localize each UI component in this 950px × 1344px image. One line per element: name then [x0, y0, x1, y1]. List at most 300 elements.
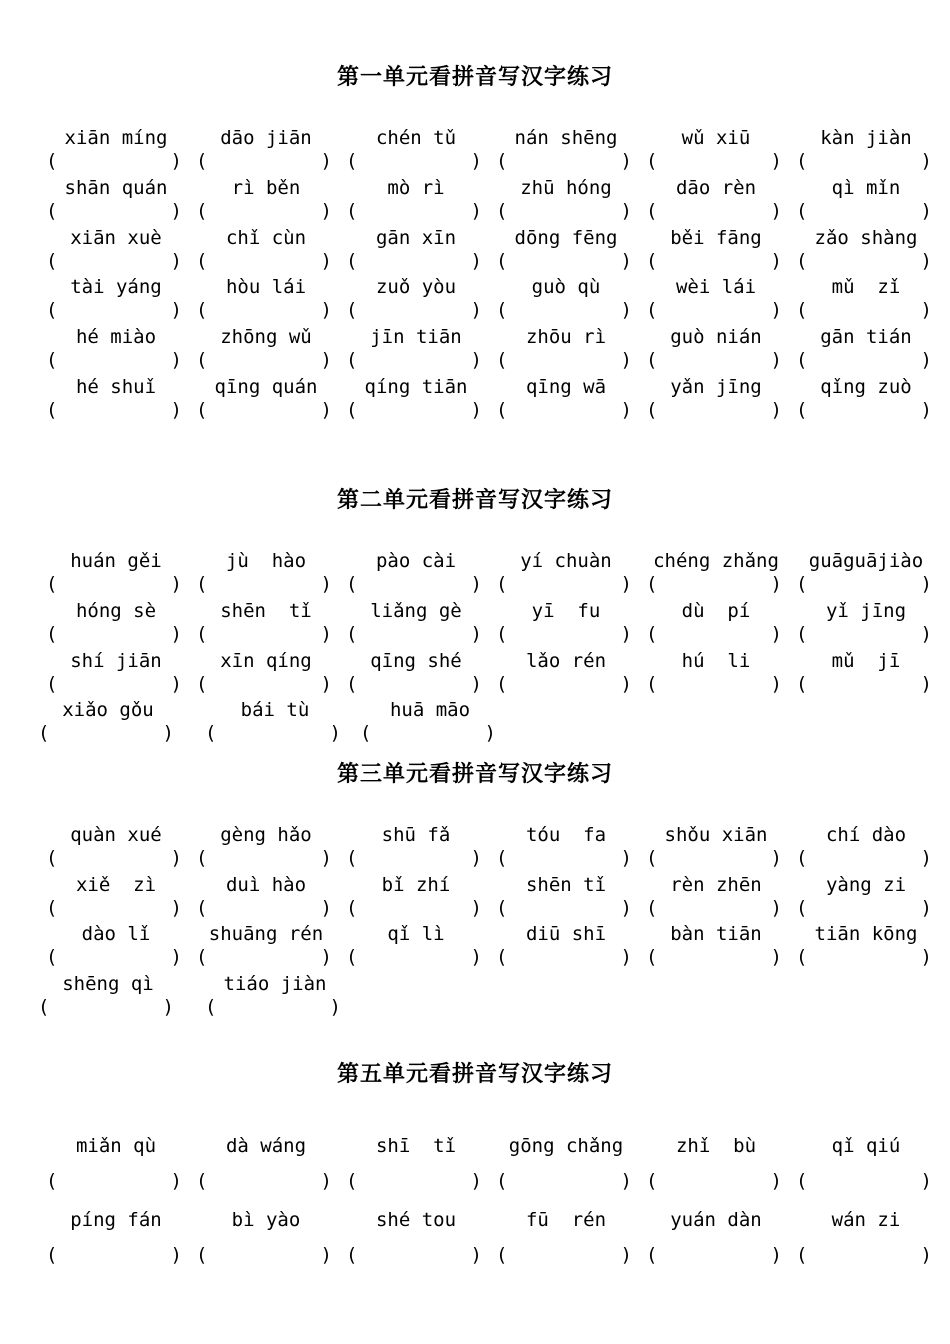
answer-box[interactable]	[496, 846, 632, 870]
open-bracket: (	[196, 622, 208, 645]
pinyin-item	[341, 922, 491, 972]
exercise-row	[0, 275, 950, 325]
open-bracket: (	[646, 299, 658, 322]
pinyin-item	[341, 1208, 491, 1266]
answer-box[interactable]	[205, 721, 341, 745]
pinyin-text: guò nián	[670, 326, 762, 349]
open-bracket: (	[646, 349, 658, 372]
open-bracket: (	[646, 1170, 658, 1192]
answer-box[interactable]	[196, 846, 332, 870]
pinyin-text: duì hào	[225, 873, 307, 896]
pinyin-text: shí jiān	[70, 649, 162, 672]
exercise-row	[0, 1134, 950, 1192]
pinyin-text: bì yào	[231, 1209, 301, 1231]
pinyin-text: rèn zhēn	[670, 873, 762, 896]
pinyin-text: tài yáng	[70, 276, 162, 299]
pinyin-item	[41, 873, 191, 923]
answer-box[interactable]	[346, 298, 482, 322]
open-bracket: (	[46, 199, 58, 222]
pinyin-item	[641, 649, 791, 699]
answer-box[interactable]	[38, 995, 174, 1019]
answer-box[interactable]	[46, 298, 182, 322]
answer-box[interactable]	[196, 249, 332, 273]
open-bracket: (	[646, 672, 658, 695]
close-bracket: )	[170, 299, 182, 322]
answer-box[interactable]	[196, 945, 332, 969]
pinyin-item	[791, 275, 941, 325]
close-bracket: )	[770, 672, 782, 695]
exercise-row	[0, 375, 950, 425]
pinyin-item	[791, 325, 941, 375]
pinyin-item	[41, 1134, 191, 1192]
pinyin-item	[33, 698, 183, 748]
close-bracket: )	[920, 622, 932, 645]
pinyin-item	[791, 1208, 941, 1266]
answer-box[interactable]	[646, 622, 782, 646]
pinyin-text: zhōu rì	[525, 326, 607, 349]
answer-box[interactable]	[796, 348, 932, 372]
close-bracket: )	[470, 573, 482, 595]
close-bracket: )	[170, 896, 182, 919]
open-bracket: (	[346, 150, 358, 172]
exercise-row	[0, 922, 950, 972]
open-bracket: (	[196, 150, 208, 172]
pinyin-text: diū shī	[525, 923, 607, 946]
close-bracket: )	[470, 847, 482, 869]
close-bracket: )	[320, 1244, 332, 1266]
answer-box[interactable]	[346, 945, 482, 969]
pinyin-item	[191, 873, 341, 923]
pinyin-item	[41, 126, 191, 176]
pinyin-item	[191, 176, 341, 226]
answer-box[interactable]	[496, 249, 632, 273]
pinyin-text: shuāng rén	[208, 923, 324, 946]
pinyin-item	[191, 126, 341, 176]
close-bracket: )	[170, 573, 182, 595]
pinyin-text: yàng zi	[825, 873, 907, 896]
answer-box[interactable]	[346, 249, 482, 273]
pinyin-item	[41, 375, 191, 425]
pinyin-text: zǎo shàng	[814, 226, 918, 249]
close-bracket: )	[170, 672, 182, 695]
answer-box[interactable]	[346, 199, 482, 223]
open-bracket: (	[38, 995, 50, 1018]
close-bracket: )	[170, 847, 182, 869]
answer-box[interactable]	[796, 572, 932, 596]
answer-box[interactable]	[496, 572, 632, 596]
pinyin-text: shǒu xiān	[664, 824, 768, 846]
open-bracket: (	[346, 399, 358, 421]
close-bracket: )	[320, 946, 332, 969]
answer-box[interactable]	[46, 622, 182, 646]
close-bracket: )	[320, 847, 332, 869]
answer-box[interactable]	[496, 298, 632, 322]
answer-box[interactable]	[346, 398, 482, 422]
close-bracket: )	[920, 847, 932, 869]
answer-box[interactable]	[646, 672, 782, 696]
pinyin-item	[791, 226, 941, 276]
pinyin-item	[41, 1208, 191, 1266]
pinyin-item	[191, 549, 341, 599]
pinyin-item	[355, 698, 505, 748]
close-bracket: )	[770, 622, 782, 645]
pinyin-text: fū rén	[525, 1209, 607, 1231]
pinyin-item	[791, 922, 941, 972]
answer-box[interactable]	[796, 846, 932, 870]
pinyin-item	[791, 176, 941, 226]
exercise-row	[0, 972, 950, 1022]
close-bracket: )	[320, 199, 332, 222]
pinyin-text: chén tǔ	[375, 127, 457, 149]
open-bracket: (	[46, 150, 58, 172]
close-bracket: )	[920, 1244, 932, 1266]
pinyin-text: shēn tǐ	[220, 599, 312, 622]
pinyin-text: bàn tiān	[670, 923, 762, 946]
answer-box[interactable]	[196, 622, 332, 646]
open-bracket: (	[346, 946, 358, 969]
open-bracket: (	[196, 946, 208, 969]
pinyin-item	[491, 823, 641, 873]
open-bracket: (	[346, 1170, 358, 1192]
open-bracket: (	[46, 249, 58, 272]
answer-box[interactable]	[496, 896, 632, 920]
open-bracket: (	[496, 573, 508, 595]
close-bracket: )	[770, 199, 782, 222]
answer-box[interactable]	[646, 249, 782, 273]
answer-box[interactable]	[346, 846, 482, 870]
open-bracket: (	[46, 1244, 58, 1266]
pinyin-text: xiān míng	[64, 127, 168, 149]
answer-box[interactable]	[46, 896, 182, 920]
answer-box[interactable]	[796, 672, 932, 696]
pinyin-text: dà wáng	[225, 1135, 307, 1157]
close-bracket: )	[170, 1244, 182, 1266]
pinyin-text: yǐ jīng	[825, 599, 907, 622]
open-bracket: (	[646, 622, 658, 645]
pinyin-item	[641, 823, 791, 873]
close-bracket: )	[484, 722, 496, 745]
open-bracket: (	[796, 896, 808, 919]
open-bracket: (	[346, 622, 358, 645]
pinyin-text: qǐ lì	[387, 923, 445, 946]
open-bracket: (	[646, 150, 658, 172]
answer-box[interactable]	[796, 199, 932, 223]
pinyin-text: jù hào	[225, 550, 307, 572]
answer-box[interactable]	[196, 199, 332, 223]
open-bracket: (	[346, 349, 358, 372]
pinyin-item	[641, 599, 791, 649]
answer-box[interactable]	[346, 1169, 482, 1193]
pinyin-item	[791, 549, 941, 599]
pinyin-text: wán zi	[831, 1209, 901, 1231]
open-bracket: (	[796, 672, 808, 695]
close-bracket: )	[770, 150, 782, 172]
open-bracket: (	[196, 199, 208, 222]
pinyin-text: xiě zì	[75, 873, 157, 896]
pinyin-text: zhū hóng	[520, 176, 612, 199]
open-bracket: (	[796, 150, 808, 172]
answer-box[interactable]	[196, 398, 332, 422]
answer-box[interactable]	[46, 846, 182, 870]
pinyin-item	[341, 226, 491, 276]
open-bracket: (	[346, 249, 358, 272]
pinyin-item	[341, 873, 491, 923]
open-bracket: (	[496, 249, 508, 272]
pinyin-text: shān quán	[64, 176, 168, 199]
exercise-row	[0, 823, 950, 873]
pinyin-item	[41, 649, 191, 699]
pinyin-item	[191, 649, 341, 699]
answer-box[interactable]	[496, 1243, 632, 1267]
pinyin-text: hú li	[681, 649, 751, 672]
pinyin-item	[641, 1134, 791, 1192]
pinyin-text: wǔ xiū	[681, 127, 751, 149]
answer-box[interactable]	[346, 1243, 482, 1267]
pinyin-text: wèi lái	[675, 276, 757, 299]
pinyin-text: tiáo jiàn	[223, 972, 327, 995]
answer-box[interactable]	[646, 945, 782, 969]
pinyin-item	[341, 325, 491, 375]
close-bracket: )	[920, 199, 932, 222]
open-bracket: (	[196, 672, 208, 695]
answer-box[interactable]	[646, 572, 782, 596]
pinyin-text: bǐ zhí	[381, 873, 451, 896]
open-bracket: (	[646, 847, 658, 869]
answer-box[interactable]	[346, 572, 482, 596]
pinyin-text: chéng zhǎng	[653, 550, 779, 572]
open-bracket: (	[496, 847, 508, 869]
open-bracket: (	[38, 722, 50, 745]
answer-box[interactable]	[196, 896, 332, 920]
answer-box[interactable]	[646, 348, 782, 372]
answer-box[interactable]	[646, 846, 782, 870]
unit-title: 第五单元看拼音写汉字练习	[336, 1061, 613, 1087]
answer-box[interactable]	[46, 945, 182, 969]
open-bracket: (	[205, 995, 217, 1018]
answer-box[interactable]	[796, 149, 932, 173]
pinyin-text: kàn jiàn	[820, 127, 912, 149]
answer-box[interactable]	[796, 249, 932, 273]
open-bracket: (	[796, 299, 808, 322]
answer-box[interactable]	[496, 945, 632, 969]
answer-box[interactable]	[496, 1169, 632, 1193]
pinyin-item	[791, 375, 941, 425]
open-bracket: (	[196, 1244, 208, 1266]
pinyin-item	[491, 599, 641, 649]
pinyin-text: mǔ jī	[831, 649, 901, 672]
pinyin-text: chǐ cùn	[225, 226, 307, 249]
open-bracket: (	[796, 249, 808, 272]
pinyin-item	[491, 873, 641, 923]
answer-box[interactable]	[46, 672, 182, 696]
answer-box[interactable]	[46, 199, 182, 223]
answer-box[interactable]	[496, 199, 632, 223]
pinyin-text: qīng shé	[370, 649, 462, 672]
pinyin-item	[41, 823, 191, 873]
answer-box[interactable]	[346, 348, 482, 372]
answer-box[interactable]	[46, 348, 182, 372]
open-bracket: (	[196, 299, 208, 322]
pinyin-item	[341, 823, 491, 873]
open-bracket: (	[496, 299, 508, 322]
pinyin-text: dào lǐ	[81, 923, 151, 946]
answer-box[interactable]	[196, 1243, 332, 1267]
open-bracket: (	[496, 199, 508, 222]
answer-box[interactable]	[646, 1169, 782, 1193]
answer-box[interactable]	[346, 672, 482, 696]
pinyin-text: guāguājiào	[808, 550, 924, 572]
answer-box[interactable]	[796, 1243, 932, 1267]
pinyin-item	[191, 226, 341, 276]
pinyin-item	[641, 922, 791, 972]
answer-box[interactable]	[196, 298, 332, 322]
answer-box[interactable]	[496, 398, 632, 422]
answer-box[interactable]	[196, 572, 332, 596]
exercise-row	[0, 226, 950, 276]
pinyin-item	[341, 649, 491, 699]
answer-box[interactable]	[196, 672, 332, 696]
answer-box[interactable]	[346, 149, 482, 173]
answer-box[interactable]	[496, 149, 632, 173]
open-bracket: (	[346, 672, 358, 695]
pinyin-item	[191, 275, 341, 325]
pinyin-item	[791, 873, 941, 923]
answer-box[interactable]	[796, 622, 932, 646]
close-bracket: )	[920, 573, 932, 595]
close-bracket: )	[920, 672, 932, 695]
close-bracket: )	[170, 1170, 182, 1192]
close-bracket: )	[170, 349, 182, 372]
open-bracket: (	[346, 573, 358, 595]
exercise-row	[0, 873, 950, 923]
pinyin-item	[791, 823, 941, 873]
close-bracket: )	[620, 847, 632, 869]
close-bracket: )	[170, 150, 182, 172]
open-bracket: (	[360, 722, 372, 745]
close-bracket: )	[770, 1244, 782, 1266]
pinyin-text: qǐ qiú	[831, 1135, 901, 1157]
pinyin-text: shū fǎ	[381, 824, 451, 846]
pinyin-text: mǔ zǐ	[831, 276, 901, 299]
pinyin-item	[491, 275, 641, 325]
close-bracket: )	[470, 1170, 482, 1192]
answer-box[interactable]	[46, 149, 182, 173]
pinyin-text: lǎo rén	[525, 649, 607, 672]
pinyin-item	[341, 1134, 491, 1192]
pinyin-item	[491, 325, 641, 375]
close-bracket: )	[320, 573, 332, 595]
close-bracket: )	[170, 249, 182, 272]
open-bracket: (	[496, 896, 508, 919]
exercise-row	[0, 649, 950, 699]
answer-box[interactable]	[46, 398, 182, 422]
close-bracket: )	[170, 946, 182, 969]
open-bracket: (	[196, 249, 208, 272]
open-bracket: (	[646, 946, 658, 969]
exercise-row	[0, 549, 950, 599]
pinyin-item	[191, 325, 341, 375]
answer-box[interactable]	[346, 622, 482, 646]
answer-box[interactable]	[496, 348, 632, 372]
pinyin-item	[341, 549, 491, 599]
answer-box[interactable]	[796, 1169, 932, 1193]
close-bracket: )	[470, 399, 482, 421]
answer-box[interactable]	[46, 1169, 182, 1193]
pinyin-text: dōng fēng	[514, 226, 618, 249]
open-bracket: (	[496, 150, 508, 172]
pinyin-item	[491, 226, 641, 276]
close-bracket: )	[620, 896, 632, 919]
pinyin-item	[191, 375, 341, 425]
answer-box[interactable]	[346, 896, 482, 920]
open-bracket: (	[796, 946, 808, 969]
pinyin-text: zuǒ yòu	[375, 276, 457, 299]
close-bracket: )	[320, 399, 332, 421]
answer-box[interactable]	[46, 572, 182, 596]
pinyin-item	[641, 126, 791, 176]
pinyin-text: huán gěi	[70, 550, 162, 572]
answer-box[interactable]	[796, 896, 932, 920]
answer-box[interactable]	[646, 298, 782, 322]
pinyin-item	[491, 1208, 641, 1266]
close-bracket: )	[162, 722, 174, 745]
answer-box[interactable]	[646, 1243, 782, 1267]
pinyin-item	[491, 1134, 641, 1192]
answer-box[interactable]	[496, 622, 632, 646]
close-bracket: )	[620, 249, 632, 272]
answer-box[interactable]	[360, 721, 496, 745]
answer-box[interactable]	[196, 348, 332, 372]
close-bracket: )	[320, 896, 332, 919]
close-bracket: )	[620, 622, 632, 645]
close-bracket: )	[320, 1170, 332, 1192]
close-bracket: )	[770, 299, 782, 322]
answer-box[interactable]	[196, 149, 332, 173]
close-bracket: )	[470, 946, 482, 969]
open-bracket: (	[196, 896, 208, 919]
answer-box[interactable]	[496, 672, 632, 696]
pinyin-text: qīng wā	[525, 376, 607, 398]
answer-box[interactable]	[46, 249, 182, 273]
answer-box[interactable]	[46, 1243, 182, 1267]
answer-box[interactable]	[646, 199, 782, 223]
answer-box[interactable]	[646, 149, 782, 173]
pinyin-text: xīn qíng	[220, 649, 312, 672]
answer-box[interactable]	[196, 1169, 332, 1193]
answer-box[interactable]	[646, 896, 782, 920]
close-bracket: )	[620, 1244, 632, 1266]
pinyin-text: shēn tǐ	[525, 873, 607, 896]
answer-box[interactable]	[205, 995, 341, 1019]
answer-box[interactable]	[796, 945, 932, 969]
pinyin-item	[641, 375, 791, 425]
answer-box[interactable]	[646, 398, 782, 422]
open-bracket: (	[46, 946, 58, 969]
pinyin-text: qíng tiān	[364, 376, 468, 398]
answer-box[interactable]	[796, 298, 932, 322]
exercise-row	[0, 599, 950, 649]
pinyin-item	[41, 549, 191, 599]
pinyin-text: liǎng gè	[370, 599, 462, 622]
pinyin-item	[341, 375, 491, 425]
answer-box[interactable]	[796, 398, 932, 422]
close-bracket: )	[470, 150, 482, 172]
answer-box[interactable]	[38, 721, 174, 745]
pinyin-item	[791, 1134, 941, 1192]
pinyin-item	[791, 649, 941, 699]
pinyin-item	[33, 972, 183, 1022]
close-bracket: )	[920, 946, 932, 969]
